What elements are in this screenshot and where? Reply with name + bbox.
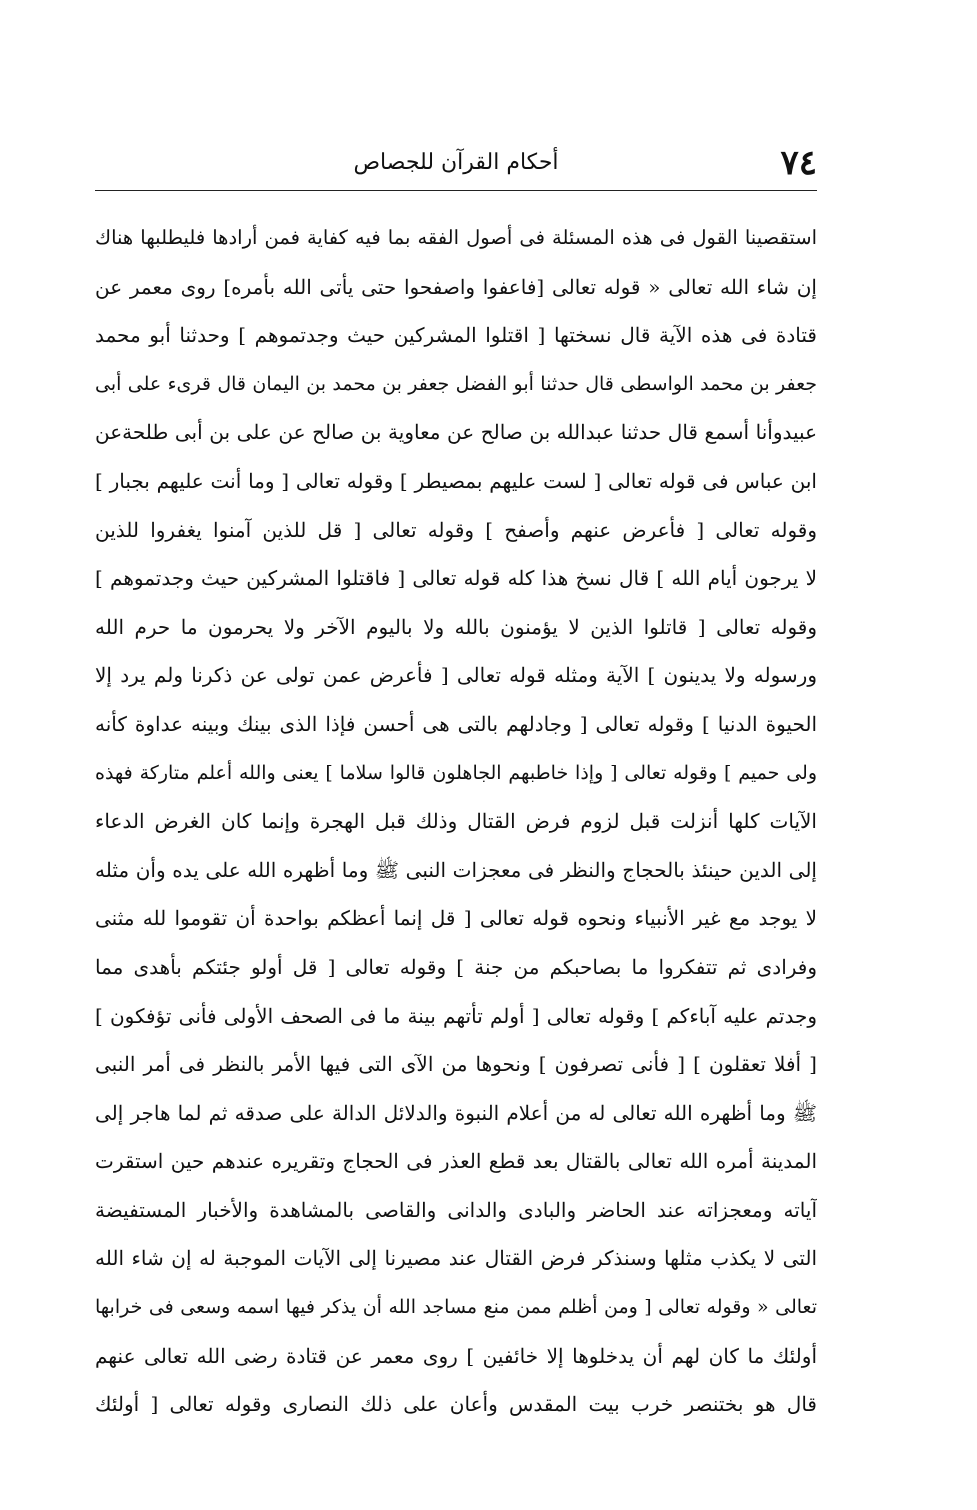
text-line: وجدتم عليه آباءكم ] وقوله تعالى [ أولم تأتهم بينة ما فى الصحف الأولى فأنى تؤفكون ] [95,1003,817,1028]
page-number: ٧٤ [780,143,817,183]
text-line: الحيوة الدنيا ] وقوله تعالى [ وجادلهم بالتى هى أحسن فإذا الذى بينك وبينه عداوة كأنه [95,711,817,736]
body-text [95,214,817,1429]
text-line: [ أفلا تعقلون ] [ فأنى تصرفون ] ونحوها من الآى التى فيها الأمر بالنظر فى أمر النبى [95,1052,817,1077]
text-line: قتادة فى هذه الآية قال نسختها [ اقتلوا المشركين حيث وجدتموهم ] وحدثنا أبو محمد [95,323,817,348]
text-line: تعالى « وقوله تعالى [ ومن أظلم ممن منع مساجد الله أن يذكر فيها اسمه وسعى فى خرابها [95,1296,817,1319]
text-line: آياته ومعجزاته عند الحاضر والبادى والدانى والقاصى بالمشاهدة والأخبار المستفيضة [95,1197,817,1222]
text-line: وفرادى ثم تتفكروا ما بصاحبكم من جنة ] وقوله تعالى [ قل أولو جئتكم بأهدى مما [95,954,817,979]
page-header [95,138,817,188]
header-rule [95,190,817,191]
running-title: أحكام القرآن للجصاص [353,150,559,175]
text-line: وقوله تعالى [ قاتلوا الذين لا يؤمنون بالله ولا باليوم الآخر ولا يحرمون ما حرم الله [95,614,817,639]
text-line: إلى الدين حينئذ بالحجاج والنظر فى معجزات النبى ﷺ وما أظهره الله على يده وأن مثله [95,857,817,882]
text-line: إن شاء الله تعالى « قوله تعالى [فاعفوا واصفحوا حتى يأتى الله بأمره] روى معمر عن [95,274,817,299]
text-line: قال هو بختنصر خرب بيت المقدس وأعان على ذلك النصارى وقوله تعالى [ أولئك [95,1392,817,1417]
text-line: وقوله تعالى [ فأعرض عنهم وأصفح ] وقوله تعالى [ قل للذين آمنوا يغفروا للذين [95,517,817,542]
text-line: جعفر بن محمد الواسطى قال حدثنا أبو الفضل جعفر بن محمد بن اليمان قال قرىء على أبى [95,372,817,395]
text-line: ﷺ وما أظهره الله تعالى له من أعلام النبوة والدلائل الدالة على صدقه ثم لما هاجر إلى [95,1100,817,1125]
text-line: التى لا يكذب مثلها وسنذكر فرض القتال عند مصيرنا إلى الآيات الموجبة له إن شاء الله [95,1246,817,1271]
text-line: الآيات كلها أنزلت قبل لزوم فرض القتال وذلك قبل الهجرة وإنما كان الغرض الدعاء [95,809,817,834]
text-line: ابن عباس فى قوله تعالى [ لست عليهم بمصيطر ] وقوله تعالى [ وما أنت عليهم بجبار ] [95,468,817,493]
text-line: لا يرجون أيام الله ] قال نسخ هذا كله قوله تعالى [ فاقتلوا المشركين حيث وجدتموهم ] [95,566,817,591]
text-line: المدينة أمره الله تعالى بالقتال بعد قطع العذر فى الحجاج وتقريره عندهم حين استقرت [95,1149,817,1174]
text-line: أولئك ما كان لهم أن يدخلوها إلا خائفين ] روى معمر عن قتادة رضى الله تعالى عنهم [95,1343,817,1368]
text-line: لا يوجد مع غير الأنبياء ونحوه قوله تعالى [ قل إنما أعظكم بواحدة أن تقوموا لله مثنى [95,906,817,931]
text-line: استقصينا القول فى هذه المسئلة فى أصول الفقه بما فيه كفاية فمن أرادها فليطلبها هناك [95,226,817,249]
text-line: عبيدوأنا أسمع قال حدثنا عبدالله بن صالح عن معاوية بن صالح عن على بن أبى طلحةعن [95,420,817,445]
text-line: ولى حميم ] وقوله تعالى [ وإذا خاطبهم الجاهلون قالوا سلاما ] يعنى والله أعلم متاركة فهذه [95,761,817,784]
text-line: ورسوله ولا يدينون ] الآية ومثله قوله تعالى [ فأعرض عمن تولى عن ذكرنا ولم يرد إلا [95,663,817,688]
